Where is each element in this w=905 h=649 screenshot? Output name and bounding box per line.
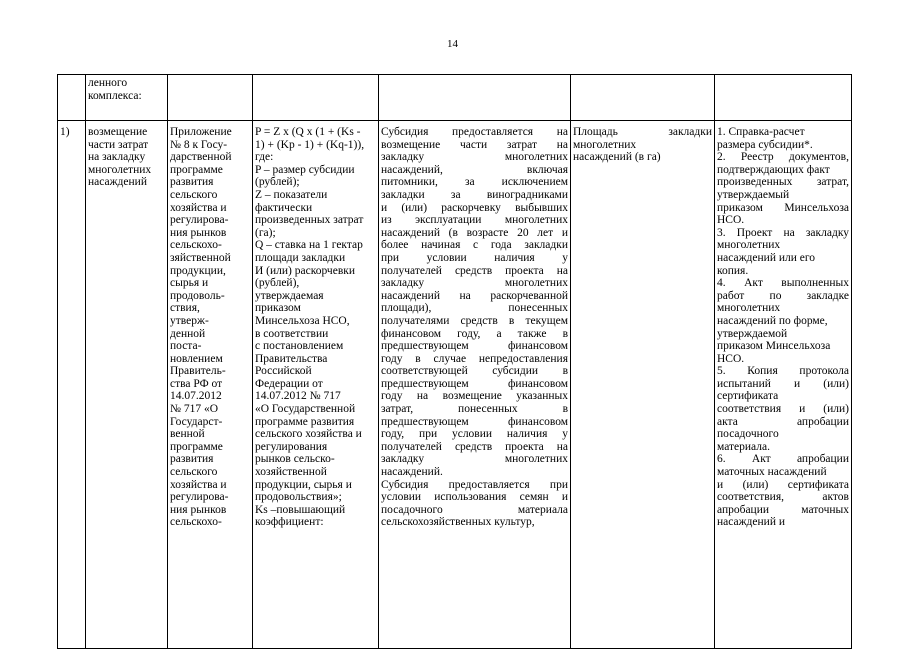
- text-line: приказом: [255, 302, 301, 315]
- text-line: насаждений и: [717, 516, 786, 529]
- text-line: предшествующем финансовом: [381, 415, 568, 428]
- text-line: сельскохо-: [170, 239, 222, 252]
- text-line: венной: [170, 428, 205, 441]
- text-line: приказом Минсельхоза: [717, 201, 849, 214]
- table-row: [58, 121, 852, 649]
- text-line: Федерации от: [255, 377, 323, 390]
- text-line: и (или) раскорчевку выбывших: [381, 201, 568, 214]
- text-line: году, при условии наличия у: [381, 428, 568, 441]
- text-line: продукции, сырья и: [255, 478, 352, 491]
- text-line: испытаний и (или): [717, 377, 849, 390]
- cont-conditions-cell: [379, 75, 571, 121]
- text-line: материала.: [717, 440, 770, 453]
- text-line: И (или) раскорчевки: [255, 264, 355, 277]
- text-line: затрат, понесенных в: [381, 403, 568, 416]
- text-line: сельского: [170, 466, 218, 479]
- text-line: Минсельхоза НСО,: [255, 314, 350, 327]
- text-line: программе: [170, 163, 223, 176]
- cont-indicator-cell: [571, 75, 715, 121]
- text-line: 14.07.2012: [170, 390, 222, 403]
- text-line: 1. Справка-расчет: [717, 126, 805, 138]
- text-line: № 717 «О: [170, 403, 219, 416]
- text-line: программе развития: [255, 415, 355, 428]
- text-line: денной: [170, 327, 206, 340]
- text-line: продукции,: [170, 264, 226, 277]
- text-line: фактически: [255, 201, 313, 214]
- text-line: сельского: [170, 188, 218, 201]
- text-line: работ по закладке: [717, 289, 849, 302]
- text-line: получателей средств проекта на: [381, 440, 568, 453]
- text-line: Правитель-: [170, 365, 226, 378]
- subsidy-table: [57, 74, 852, 649]
- text-line: более начиная с года закладки: [381, 239, 568, 252]
- text-line: предшествующем финансовом: [381, 377, 568, 390]
- text-line: Российской: [255, 365, 312, 378]
- text-line: насаждений (в га): [573, 151, 661, 164]
- cont-formula-cell: [253, 75, 379, 121]
- text-line: приказом Минсельхоза: [717, 340, 831, 353]
- text-line: коэффициент:: [255, 516, 324, 529]
- text-line: апробации маточных: [717, 503, 849, 516]
- text-line: многолетних: [573, 138, 637, 151]
- text-line: P = Z x (Q x (1 + (Ks -: [255, 126, 361, 138]
- text-line: финансовом году, а также в: [381, 327, 568, 340]
- text-line: в соответствии: [255, 327, 329, 340]
- text-line: насаждений на раскорчеванной: [381, 289, 568, 302]
- text-line: посадочного: [717, 428, 779, 441]
- text-line: ленного: [88, 77, 128, 89]
- text-line: Правительства: [255, 352, 328, 365]
- text-line: НСО.: [717, 352, 745, 365]
- conditions-cell: [379, 121, 571, 649]
- text-line: 2. Реестр документов,: [717, 151, 849, 164]
- text-line: утверждаемый: [717, 188, 790, 201]
- text-line: хозяйства и: [170, 201, 227, 214]
- text-line: получателей средств проекта на: [381, 264, 568, 277]
- cont-measure-cell: [86, 75, 168, 121]
- text-line: питомники, за исключением: [381, 176, 568, 189]
- text-line: Государст-: [170, 415, 223, 428]
- text-line: сельского хозяйства и: [255, 428, 362, 441]
- text-line: 3. Проект на закладку: [717, 226, 849, 239]
- text-line: регулирования: [255, 440, 328, 453]
- formula-cell: [253, 121, 379, 649]
- text-line: насаждений по форме,: [717, 314, 828, 327]
- cont-number-cell: [58, 75, 86, 121]
- indicator-cell: [571, 121, 715, 649]
- text-line: (рублей),: [255, 277, 300, 290]
- text-line: где:: [255, 151, 274, 164]
- text-line: сырья и: [170, 277, 209, 290]
- text-line: многолетних: [717, 239, 781, 252]
- text-line: произведенных затрат,: [717, 176, 849, 189]
- text-line: Субсидия предоставляется при: [381, 478, 568, 491]
- text-line: получателями средств в текущем: [381, 314, 568, 327]
- text-line: Субсидия предоставляется на: [381, 126, 568, 138]
- text-line: хозяйства и: [170, 478, 227, 491]
- text-line: регулирова-: [170, 491, 229, 504]
- text-line: 5. Копия протокола: [717, 365, 849, 378]
- text-line: Приложение: [170, 126, 232, 138]
- text-line: ния рынков: [170, 226, 227, 239]
- page-number: 14: [447, 38, 458, 50]
- text-line: НСО.: [717, 214, 745, 227]
- text-line: копия.: [717, 264, 749, 277]
- text-line: регулирова-: [170, 214, 229, 227]
- text-line: и (или) сертификата: [717, 478, 849, 491]
- text-line: акта апробации: [717, 415, 849, 428]
- text-line: программе: [170, 440, 223, 453]
- text-line: утверждаемой: [717, 327, 788, 340]
- text-line: на закладку: [88, 151, 146, 164]
- text-line: части затрат: [88, 138, 149, 151]
- text-line: зяйственной: [170, 251, 231, 264]
- text-line: 6. Акт апробации: [717, 453, 849, 466]
- text-line: закладку многолетних: [381, 151, 568, 164]
- text-line: условии использования семян и: [381, 491, 568, 504]
- row-number-cell: [58, 121, 86, 649]
- text-line: утверждаемая: [255, 289, 324, 302]
- text-line: закладку многолетних: [381, 277, 568, 290]
- text-line: новлением: [170, 352, 223, 365]
- text-line: площади), понесенных: [381, 302, 568, 315]
- text-line: возмещение части затрат на: [381, 138, 568, 151]
- text-line: P – размер субсидии: [255, 163, 355, 176]
- text-line: Ks –повышающий: [255, 503, 346, 516]
- text-line: (рублей);: [255, 176, 300, 189]
- row-number: 1): [60, 126, 70, 138]
- text-line: году на возмещение указанных: [381, 390, 568, 403]
- text-line: посадочного материала: [381, 503, 568, 516]
- text-line: с постановлением: [255, 340, 344, 353]
- text-line: соответствия и (или): [717, 403, 849, 416]
- text-line: развития: [170, 453, 214, 466]
- cont-documents-cell: [715, 75, 852, 121]
- text-line: насаждений (в возрасте 20 лет и: [381, 226, 568, 239]
- text-line: закладку многолетних: [381, 453, 568, 466]
- measure-cell: [86, 121, 168, 649]
- text-line: 14.07.2012 № 717: [255, 390, 341, 403]
- text-line: сельскохо-: [170, 516, 222, 529]
- legal-basis-cell: [168, 121, 253, 649]
- text-line: рынков сельско-: [255, 453, 335, 466]
- text-line: сертификата: [717, 390, 779, 403]
- text-line: из эксплуатации многолетних: [381, 214, 568, 227]
- text-line: году в случае непредоставления: [381, 352, 568, 365]
- text-line: насаждений: [88, 176, 147, 189]
- text-line: «О Государственной: [255, 403, 356, 416]
- cont-basis-cell: [168, 75, 253, 121]
- text-line: ствия,: [170, 302, 200, 315]
- text-line: насаждений.: [381, 466, 443, 479]
- text-line: дарственной: [170, 151, 232, 164]
- text-line: комплекса:: [88, 89, 142, 102]
- text-line: соответствующей субсидии в: [381, 365, 568, 378]
- text-line: маточных насаждений: [717, 466, 827, 479]
- text-line: размера субсидии*.: [717, 138, 813, 151]
- text-line: поста-: [170, 340, 202, 353]
- text-line: № 8 к Госу-: [170, 138, 228, 151]
- text-line: (га);: [255, 226, 276, 239]
- text-line: ния рынков: [170, 503, 227, 516]
- text-line: 4. Акт выполненных: [717, 277, 849, 290]
- text-line: многолетних: [88, 163, 152, 176]
- text-line: предшествующем финансовом: [381, 340, 568, 353]
- text-line: сельскохозяйственных культур,: [381, 516, 535, 529]
- text-line: возмещение: [88, 126, 148, 138]
- text-line: развития: [170, 176, 214, 189]
- text-line: утверж-: [170, 314, 209, 327]
- text-line: хозяйственной: [255, 466, 327, 479]
- text-line: Z – показатели: [255, 188, 328, 201]
- text-line: насаждений или его: [717, 251, 816, 264]
- text-line: при условии наличия у: [381, 251, 568, 264]
- text-line: соответствия, актов: [717, 491, 849, 504]
- text-line: 1) + (Kp - 1) + (Kq-1)),: [255, 138, 365, 151]
- text-line: закладки за виноградниками: [381, 188, 568, 201]
- text-line: площади закладки: [255, 251, 346, 264]
- continuation-row: [58, 75, 852, 121]
- text-line: Площадь закладки: [573, 126, 712, 138]
- text-line: произведенных затрат: [255, 214, 364, 227]
- text-line: многолетних: [717, 302, 781, 315]
- text-line: продовольствия»;: [255, 491, 342, 504]
- text-line: продоволь-: [170, 289, 225, 302]
- text-line: насаждений, включая: [381, 163, 568, 176]
- text-line: подтверждающих факт: [717, 163, 830, 176]
- documents-cell: [715, 121, 852, 649]
- text-line: Q – ставка на 1 гектар: [255, 239, 363, 252]
- text-line: ства РФ от: [170, 377, 223, 390]
